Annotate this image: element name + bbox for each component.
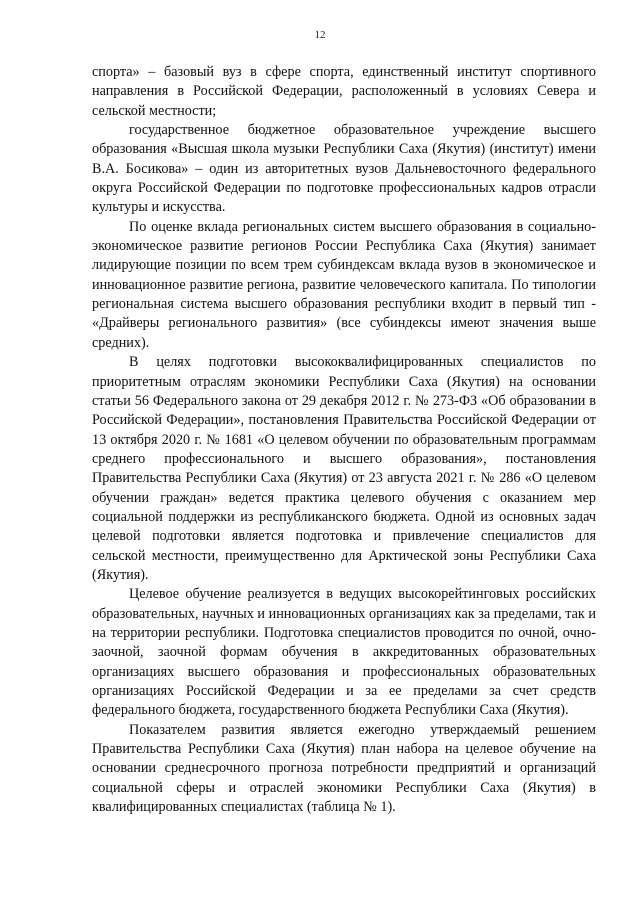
paragraph-1: спорта» – базовый вуз в сфере спорта, единственный институт спортивного направления в Российской Федерации, расположенный в условиях Севера и сельской местности; xyxy=(92,64,596,119)
paragraph-3: По оценке вклада региональных систем высшего образования в социально-экономическое развитие регионов России Республика Саха (Якутия) занимает лидирующие позиции по всем трем субиндексам вклада вузов в экономическое и инновационное развитие региона, развитие человеческого капитала. По типологии региональная система высшего образования республики входит в первый тип - «Драйверы регионального развития» (все субиндексы имеют значения выше средних). xyxy=(92,218,596,351)
paragraph-4: В целях подготовки высококвалифицированных специалистов по приоритетным отраслям экономики Республики Саха (Якутия) на основании статьи 56 Федерального закона от 29 декабря 2012 г. № 273-ФЗ «Об образовании в Российской Федерации», постановления Правительства Российской Федерации от 13 октября 2020 г. № 1681 «О целевом обучении по образовательным программам среднего профессионального и высшего образования», постановления Правительства Республики Саха (Якутия) от 23 августа 2021 г. № 286 «О целевом обучении граждан» ведется практика целевого обучения с оказанием мер социальной поддержки из республиканского бюджета. Одной из основных задач целевой подготовки является подготовка и привлечение специалистов для сельской местности, преимущественно для Арктической зоны Республики Саха (Якутия). xyxy=(92,354,596,583)
document-body xyxy=(92,63,596,817)
paragraph-2: государственное бюджетное образовательное учреждение высшего образования «Высшая школа музыки Республики Саха (Якутия) (институт) имени В.А. Босикова» – один из авторитетных вузов Дальневосточного федерального округа Российской Федерации по подготовке профессиональных кадров отрасли культуры и искусства. xyxy=(92,122,596,216)
paragraph-5: Целевое обучение реализуется в ведущих высокорейтинговых российских образовательных, научных и инновационных организациях как за пределами, так и на территории республики. Подготовка специалистов проводится по очной, очно-заочной, заочной формам обучения в аккредитованных образовательных организациях высшего образования и профессиональных образовательных организациях Российской Федерации и за ее пределами за счет средств федерального бюджета, государственного бюджета Республики Саха (Якутия). xyxy=(92,586,596,719)
paragraph-6: Показателем развития является ежегодно утверждаемый решением Правительства Республики Саха (Якутия) план набора на целевое обучение на основании среднесрочного прогноза потребности предприятий и организаций социальной сферы и отраслей экономики Республики Саха (Якутия) в квалифицированных специалистах (таблица № 1). xyxy=(92,721,596,816)
page-number: 12 xyxy=(314,29,326,41)
